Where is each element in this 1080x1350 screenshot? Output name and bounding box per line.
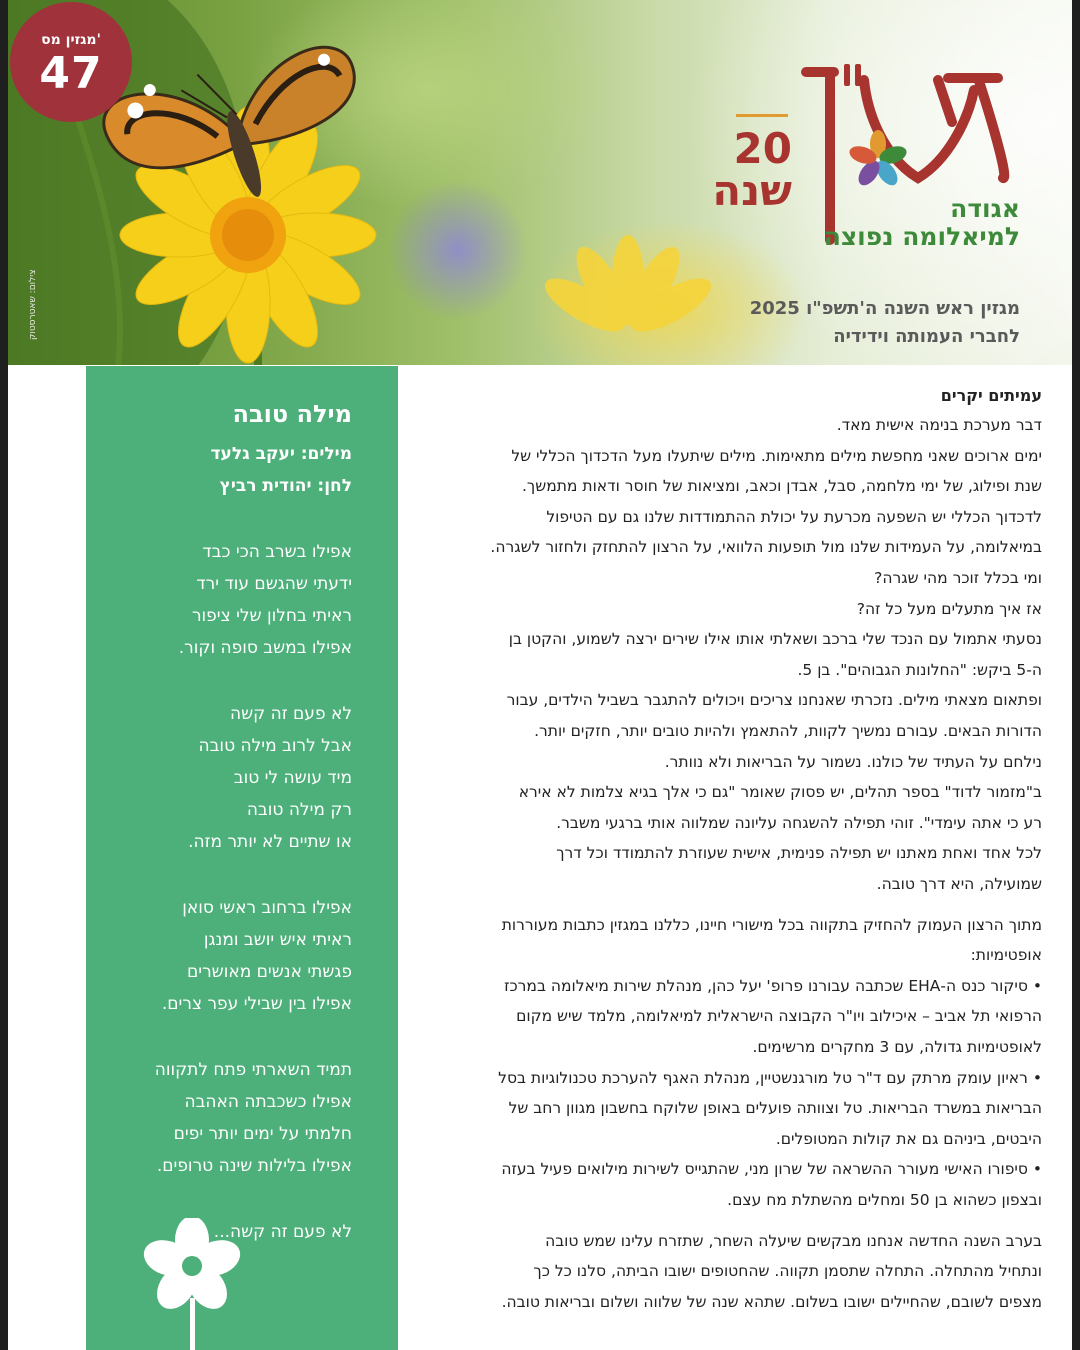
issue-label: מגזין מס'	[41, 32, 101, 48]
article-line: ומי בכלל זוכר מהי שגרה?	[874, 569, 1042, 587]
article-line: בערב השנה החדשה אנחנו מבקשים שיעלה השחר, שתזרח עלינו שמש טובה	[545, 1231, 1042, 1250]
poem-line: רק מילה טובה	[246, 800, 352, 820]
article-heading: עמיתים יקרים	[940, 386, 1042, 405]
article-line: ובצפון כשהוא בן 50 ומחלים מהשתלת מח עצם.	[727, 1191, 1042, 1209]
magazine-title: מגזין ראש השנה ה'תשפ"ו 2025	[749, 298, 1020, 319]
article-line: לדכדוך הכללי יש השפעה מכרעת על יכולת ההתמודדות שלנו גם עם הטיפול	[546, 507, 1042, 526]
article-line: דבר מערכת בנימה אישית מאד.	[836, 416, 1042, 434]
issue-badge	[10, 2, 132, 122]
poem-line: ראיתי בחלון שלי ציפור	[191, 606, 352, 626]
article-line: אז איך מתעלים מעל כל זה?	[856, 599, 1042, 618]
article-line: ונתחיל מהתחלה. התחלה שתסמן תקווה. שהחטופים ישובו הביתה, סלנו כל כך	[533, 1262, 1042, 1281]
article-line: שמועילה, היא דרך טובה.	[876, 875, 1042, 893]
poem-line: אפילו ברחוב ראשי סואן	[182, 898, 352, 918]
poem-lyrics-credit: מילים: יעקב גלעד	[210, 444, 352, 464]
article-line: ופתאום מצאתי מילים. נזכרתי שאנחנו צריכים ויכולים להתגבר בשביל הילדים, עבור	[506, 691, 1042, 710]
article-line: לאופטימיות גדולה, עם 3 מחקרים מרשימים.	[752, 1038, 1042, 1056]
poem-line: לא פעם זה קשה...	[213, 1222, 352, 1242]
poem-line: תמיד השארתי פתח לתקווה	[154, 1060, 352, 1080]
flower-icon	[132, 1218, 252, 1350]
article-line: ב"מזמור לדוד" בספר תהלים, יש פסוק שאומר "גם כי אלך בגיא צלמות לא אירא	[518, 783, 1042, 802]
article-line: הרפואי תל אביב – איכילוב ויו"ר הקבוצה הישראלית למיאלומה, מלמד שיש מקום	[516, 1007, 1042, 1026]
poem-line: לא פעם זה קשה	[230, 704, 352, 724]
article-line: שנת ופילוג, של ימי מלחמה, סבל, אבדן וכאב, ומציאות של חוסר ודאות מתמשך.	[521, 477, 1042, 496]
anniversary-word: שנה	[712, 166, 792, 215]
poem-sidebar	[86, 366, 398, 1350]
anniversary-number: 20	[733, 124, 792, 173]
article-line: היבטים, ביניהם גם את קולות המטופלים.	[775, 1129, 1042, 1148]
article-line: הבריאות במשרד הבריאות. טל וצוותה פועלים באופן שלוקח בחשבון מגוון רחב של	[508, 1099, 1042, 1118]
magazine-page	[8, 0, 1072, 1350]
poem-line: אפילו בין שבילי עפר צרים.	[161, 994, 352, 1014]
article-line: • סיפורו האישי מעורר ההשראה של שרון מני, שהתגייס לשירות מילואים פעיל בעזה	[501, 1160, 1042, 1179]
article-line: נסעתי אתמול עם הנכד שלי ברכב ושאלתי אותו אילו שירים ירצה לשמוע, והקטן בן	[508, 630, 1042, 649]
article-line: הדורות הבאים. עבורם נמשיך לקוות, להתאמץ ולהיות טובים יותר, חזקים יותר.	[534, 722, 1042, 740]
poem-line: אבל לרוב מילה טובה	[198, 736, 352, 756]
poem-line: אפילו במשב סופה וקור.	[178, 638, 352, 658]
poem-line: פגשתי אנשים מאושרים	[186, 962, 352, 982]
poem-music-credit: לחן: יהודית רביץ	[219, 476, 352, 496]
article-line: מתוך הרצון העמוק להחזיק בתקווה בכל מישורי חיינו, כללנו במגזין כתבות מעוררות	[501, 915, 1042, 934]
poem-line: חלמתי על ימים יותר יפים	[173, 1124, 352, 1144]
photo-credit: צילום: שאטרסטוק	[28, 269, 38, 340]
article-line: ימים ארוכים שאני מחפשת מילים מתאימות. מילים שיתעלו מעל הדכדוך הכללי של	[511, 446, 1042, 465]
magazine-subtitle: לחברי העמותה וידידיה	[833, 326, 1020, 347]
issue-number: 47	[39, 48, 103, 99]
article-line: נילחם על העתיד של כולנו. נשמור על הבריאות ולא נוותר.	[664, 752, 1042, 771]
poem-line: ידעתי שהגשם עוד ירד	[196, 574, 352, 594]
organization-name-line1: אגודה	[950, 194, 1020, 223]
article-line: ה-5 ביקש: "החלונות הגבוהים". בן 5.	[797, 660, 1042, 679]
article-line: רע כי אתה עימדי". זוהי תפילה להשגחה עליונה שמלווה אותי ברגעי משבר.	[556, 813, 1042, 832]
cover-header	[8, 0, 1072, 365]
poem-line: אפילו בשרב הכי כבד	[202, 542, 352, 562]
article-line: • סיקור כנס ה-EHA שכתבה עבורנו פרופ' יעל כהן, מנהלת שירות מיאלומה במרכז	[504, 976, 1042, 995]
article-line: • ראיון עומק מרתק עם ד"ר טל מורגנשטיין, מנהלת האגף להערכת טכנולוגיות בסל	[498, 1068, 1042, 1087]
article-line: במיאלומה, על העמידות שלנו מול תופעות הלוואי, על הרצון להתחזק ולחזור לשגרה.	[490, 538, 1042, 557]
article-line: אופטימיות:	[970, 946, 1042, 965]
poem-line: ראיתי איש יושב ומנגן	[203, 930, 352, 950]
organization-name-line2: למיאלומה נפוצה	[823, 222, 1020, 251]
poem-line: אפילו כשכבתה האהבה	[184, 1092, 352, 1112]
poem-title: מילה טובה	[232, 400, 352, 428]
article-line: מצפים לשובם, שהחיילים ישובו בשלום. שתהא שנה של שלווה ושלום ובריאות טובה.	[501, 1292, 1042, 1311]
poem-line: מיד עושה לי טוב	[233, 768, 352, 788]
article-line: לכל אחד ואחת מאתנו יש תפילה פנימית, אישית שעוזרת להתמודד וכל דרך	[556, 844, 1042, 863]
anniversary-rule	[736, 114, 788, 117]
poem-line: או שתיים לא יותר מזה.	[188, 832, 352, 852]
poem-line: אפילו בלילות שינה טרופים.	[156, 1156, 352, 1176]
